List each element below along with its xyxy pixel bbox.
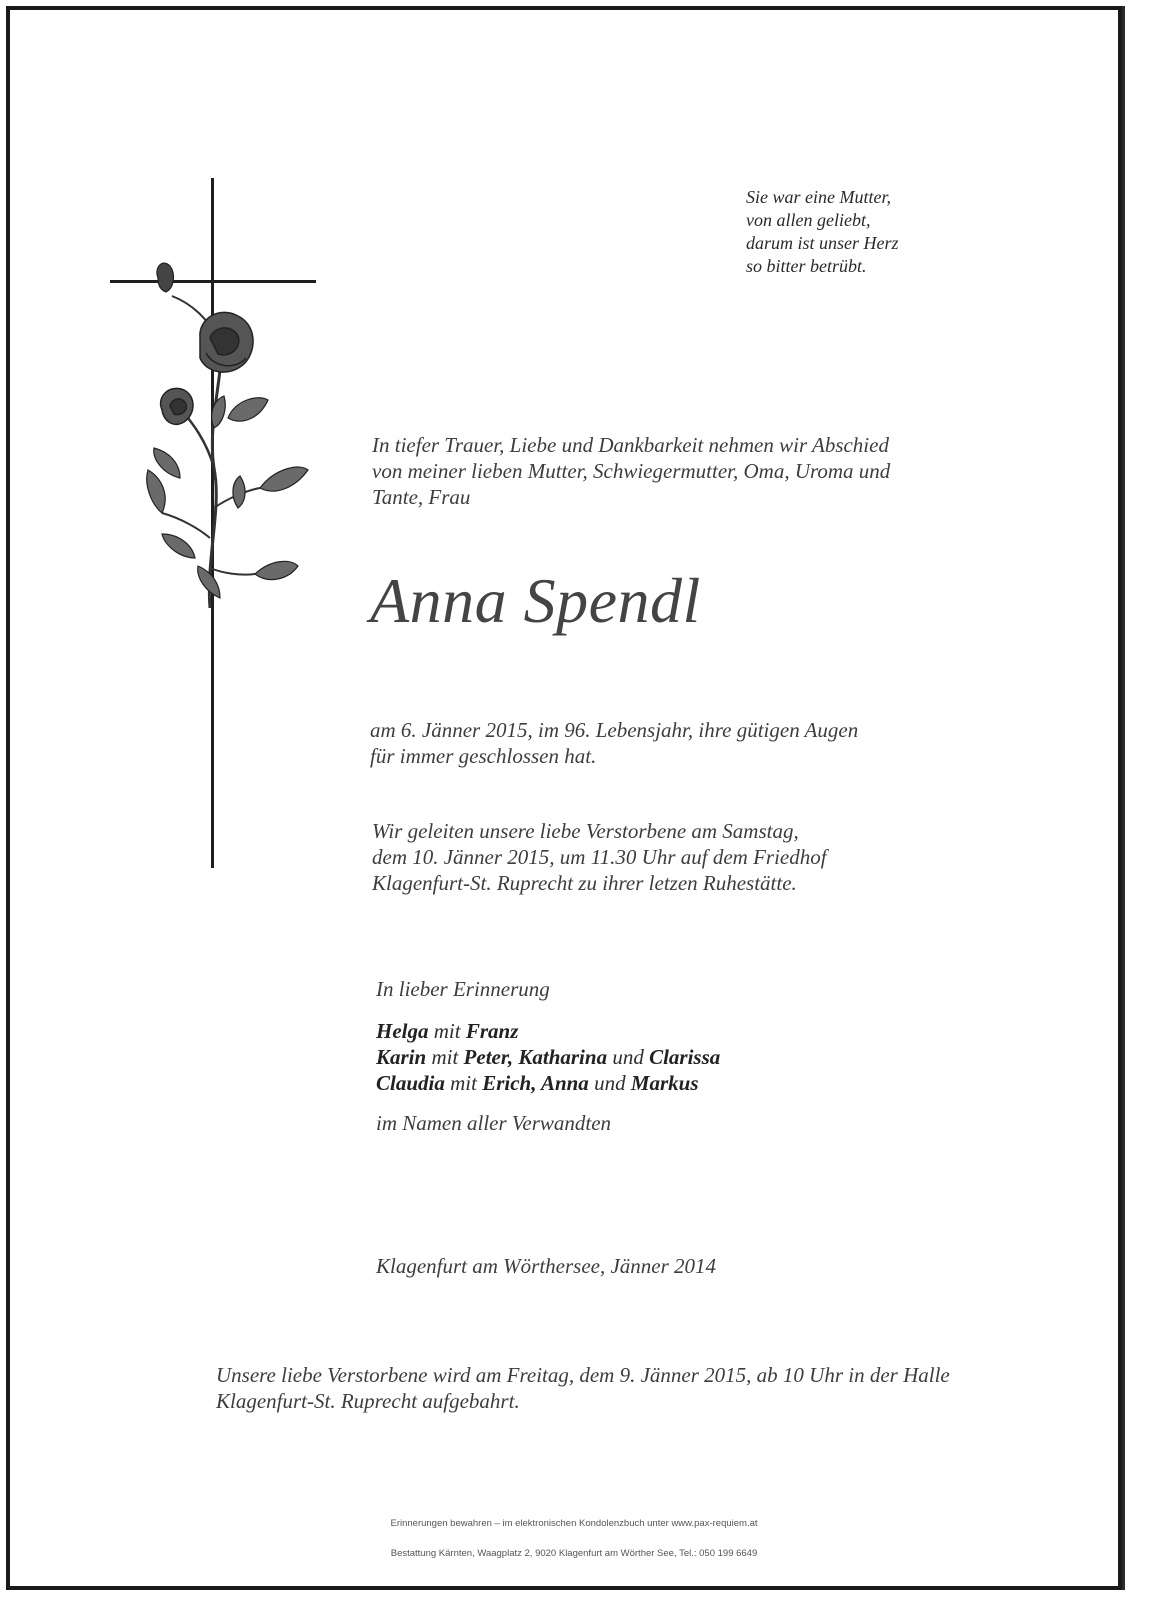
burial-line: dem 10. Jänner 2015, um 11.30 Uhr auf dem Friedhof [372, 845, 827, 869]
intro-line: von meiner lieben Mutter, Schwiegermutter, Oma, Uroma und [372, 459, 891, 483]
burial-line: Klagenfurt-St. Ruprecht zu ihrer letzen Ruhestätte. [372, 871, 797, 895]
viewing-line: Unsere liebe Verstorbene wird am Freitag, dem 9. Jänner 2015, ab 10 Uhr in der Halle [216, 1363, 950, 1387]
connector-text: mit [426, 1045, 464, 1069]
connector-text: und [588, 1071, 631, 1095]
family-name: Markus [630, 1071, 699, 1095]
footer-contact: Bestattung Kärnten, Waagplatz 2, 9020 Klagenfurt am Wörther See, Tel.: 050 199 6649 [390, 1548, 758, 1559]
viewing-line: Klagenfurt-St. Ruprecht aufgebahrt. [216, 1389, 520, 1413]
family-name: Erich, Anna [482, 1071, 589, 1095]
memory-heading: In lieber Erinnerung [376, 977, 550, 1001]
quote-line: so bitter betrübt. [746, 256, 867, 276]
family-line [376, 1018, 720, 1044]
family-line [376, 1044, 720, 1070]
intro-line: Tante, Frau [372, 485, 471, 509]
footer-condolence-link: Erinnerungen bewahren – im elektronischen Kondolenzbuch unter www.pax-requiem.at [390, 1518, 758, 1529]
intro-paragraph [372, 432, 890, 510]
place-date: Klagenfurt am Wörthersee, Jänner 2014 [376, 1254, 717, 1278]
death-notice [370, 717, 858, 769]
burial-notice [372, 818, 827, 896]
family-name: Clarissa [649, 1045, 721, 1069]
family-line [376, 1070, 720, 1096]
family-name: Helga [376, 1019, 429, 1043]
family-name: Franz [465, 1019, 519, 1043]
quote-line: darum ist unser Herz [746, 233, 899, 253]
connector-text: und [607, 1045, 650, 1069]
quote-line: von allen geliebt, [746, 210, 871, 230]
quote-block [746, 186, 899, 278]
family-name: Peter, Katharina [463, 1045, 608, 1069]
deceased-name: Anna Spendl [370, 565, 701, 636]
quote-line: Sie war eine Mutter, [746, 187, 891, 207]
burial-line: Wir geleiten unsere liebe Verstorbene am Samstag, [372, 819, 799, 843]
connector-text: mit [428, 1019, 466, 1043]
family-name: Claudia [376, 1071, 445, 1095]
connector-text: mit [444, 1071, 483, 1095]
death-line: am 6. Jänner 2015, im 96. Lebensjahr, ihre gütigen Augen [370, 718, 859, 742]
family-list [376, 1018, 720, 1096]
family-name: Karin [376, 1045, 427, 1069]
viewing-notice [216, 1362, 950, 1414]
death-line: für immer geschlossen hat. [370, 744, 597, 768]
cross-with-rose-icon [110, 178, 330, 888]
relatives-line: im Namen aller Verwandten [376, 1111, 612, 1135]
intro-line: In tiefer Trauer, Liebe und Dankbarkeit nehmen wir Abschied [372, 433, 889, 457]
frame-shadow [1122, 6, 1125, 1590]
